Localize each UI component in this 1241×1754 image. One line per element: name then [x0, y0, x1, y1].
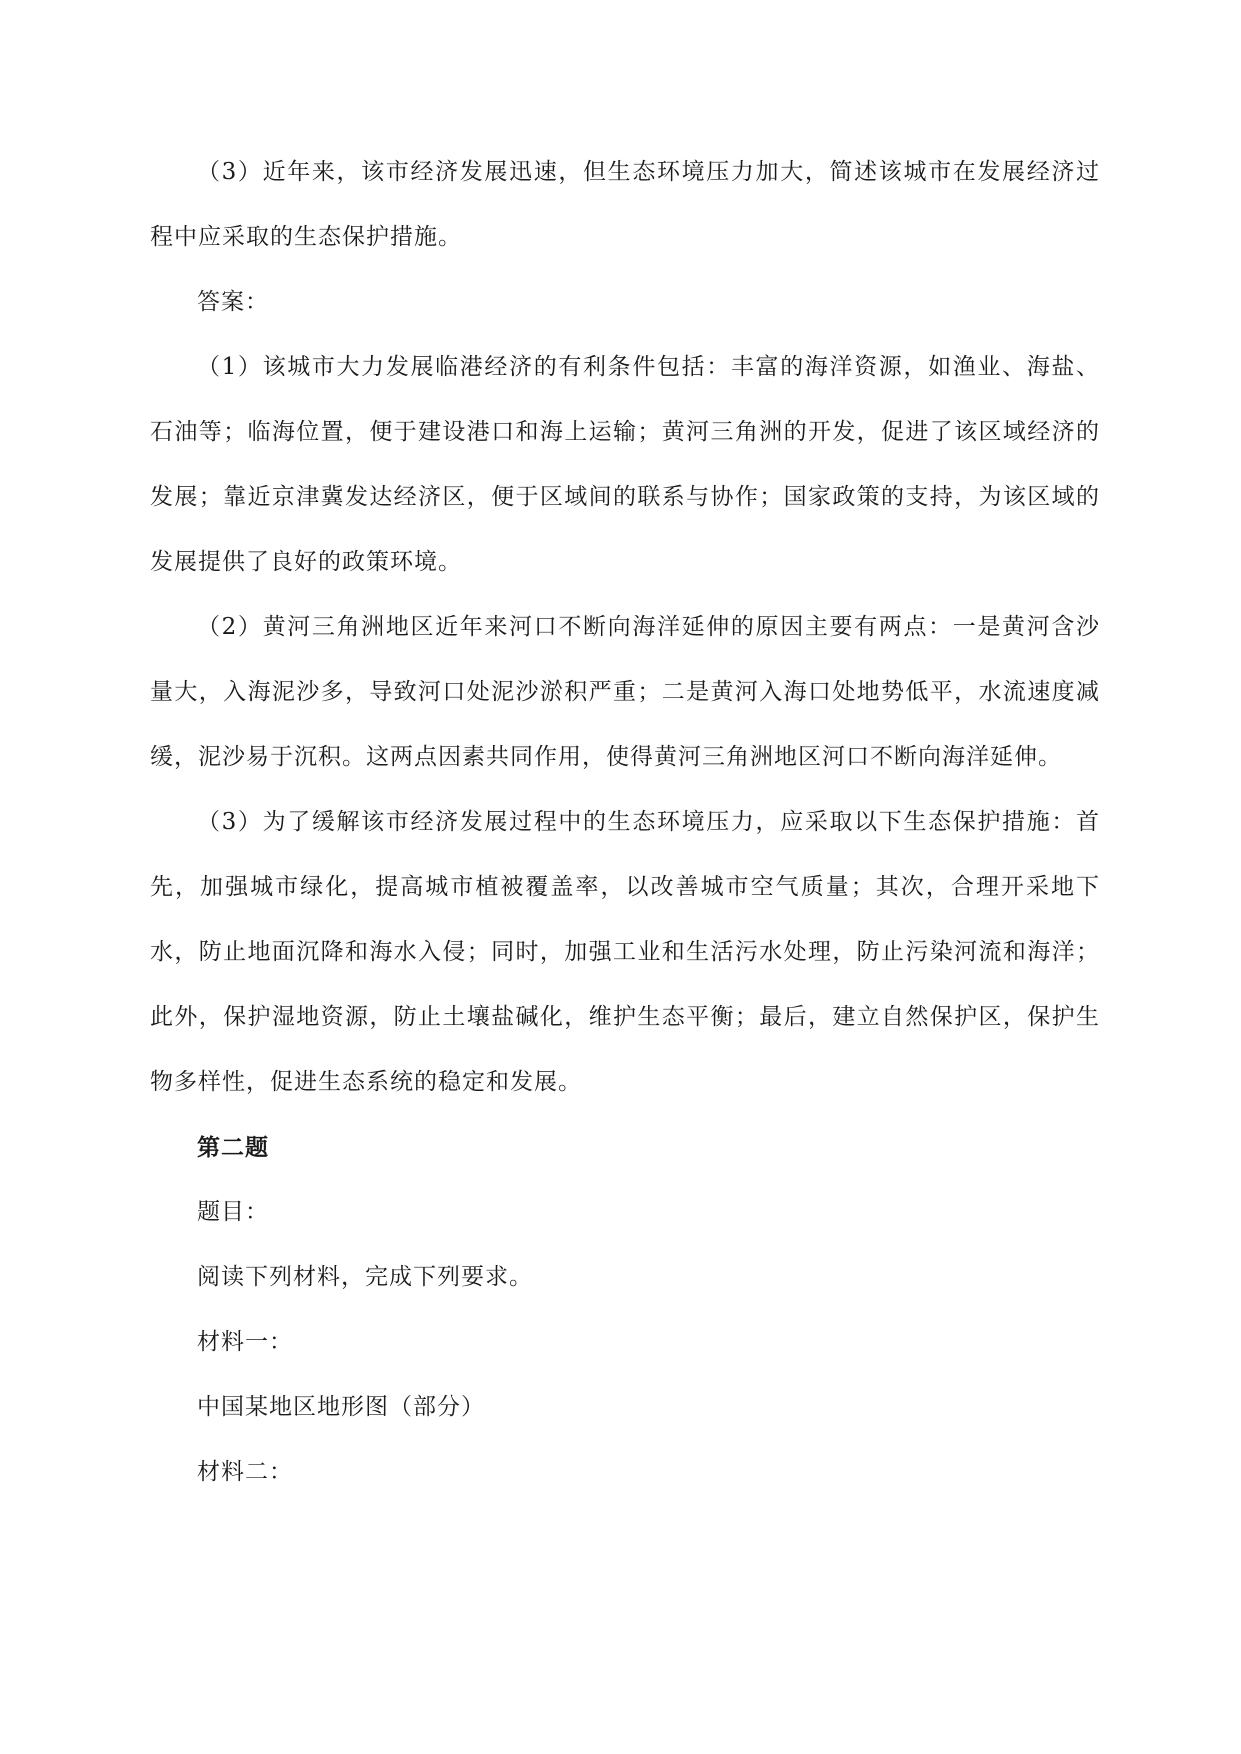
question-label: 题目： [197, 1199, 269, 1225]
section-heading-question-2: 第二题 [197, 1134, 269, 1161]
answer-heading: 答案： [197, 289, 269, 315]
answer-2-paragraph: （2）黄河三角洲地区近年来河口不断向海洋延伸的原因主要有两点：一是黄河含沙量大，入海泥沙多，导致河口处泥沙淤积严重；二是黄河入海口处地势低平，水流速度减缓，泥沙易于沉积。这两点因素共同作用，使得黄河三角洲地区河口不断向海洋延伸。 [150, 614, 1100, 770]
document-body [150, 140, 1100, 1505]
material-1-label: 材料一： [197, 1329, 293, 1355]
answer-3-paragraph: （3）为了缓解该市经济发展过程中的生态环境压力，应采取以下生态保护措施：首先，加强城市绿化，提高城市植被覆盖率，以改善城市空气质量；其次，合理开采地下水，防止地面沉降和海水入侵；同时，加强工业和生活污水处理，防止污染河流和海洋；此外，保护湿地资源，防止土壤盐碱化，维护生态平衡；最后，建立自然保护区，保护生物多样性，促进生态系统的稳定和发展。 [150, 809, 1100, 1095]
material-2-label: 材料二： [197, 1459, 293, 1485]
question-3-prompt: （3）近年来，该市经济发展迅速，但生态环境压力加大，简述该城市在发展经济过程中应采取的生态保护措施。 [150, 159, 1100, 250]
instruction-paragraph: 阅读下列材料，完成下列要求。 [197, 1264, 533, 1290]
answer-1-paragraph: （1）该城市大力发展临港经济的有利条件包括：丰富的海洋资源，如渔业、海盐、石油等；临海位置，便于建设港口和海上运输；黄河三角洲的开发，促进了该区域经济的发展；靠近京津冀发达经济区，便于区域间的联系与协作；国家政策的支持，为该区域的发展提供了良好的政策环境。 [150, 354, 1100, 575]
material-1-caption: 中国某地区地形图（部分） [197, 1394, 485, 1420]
